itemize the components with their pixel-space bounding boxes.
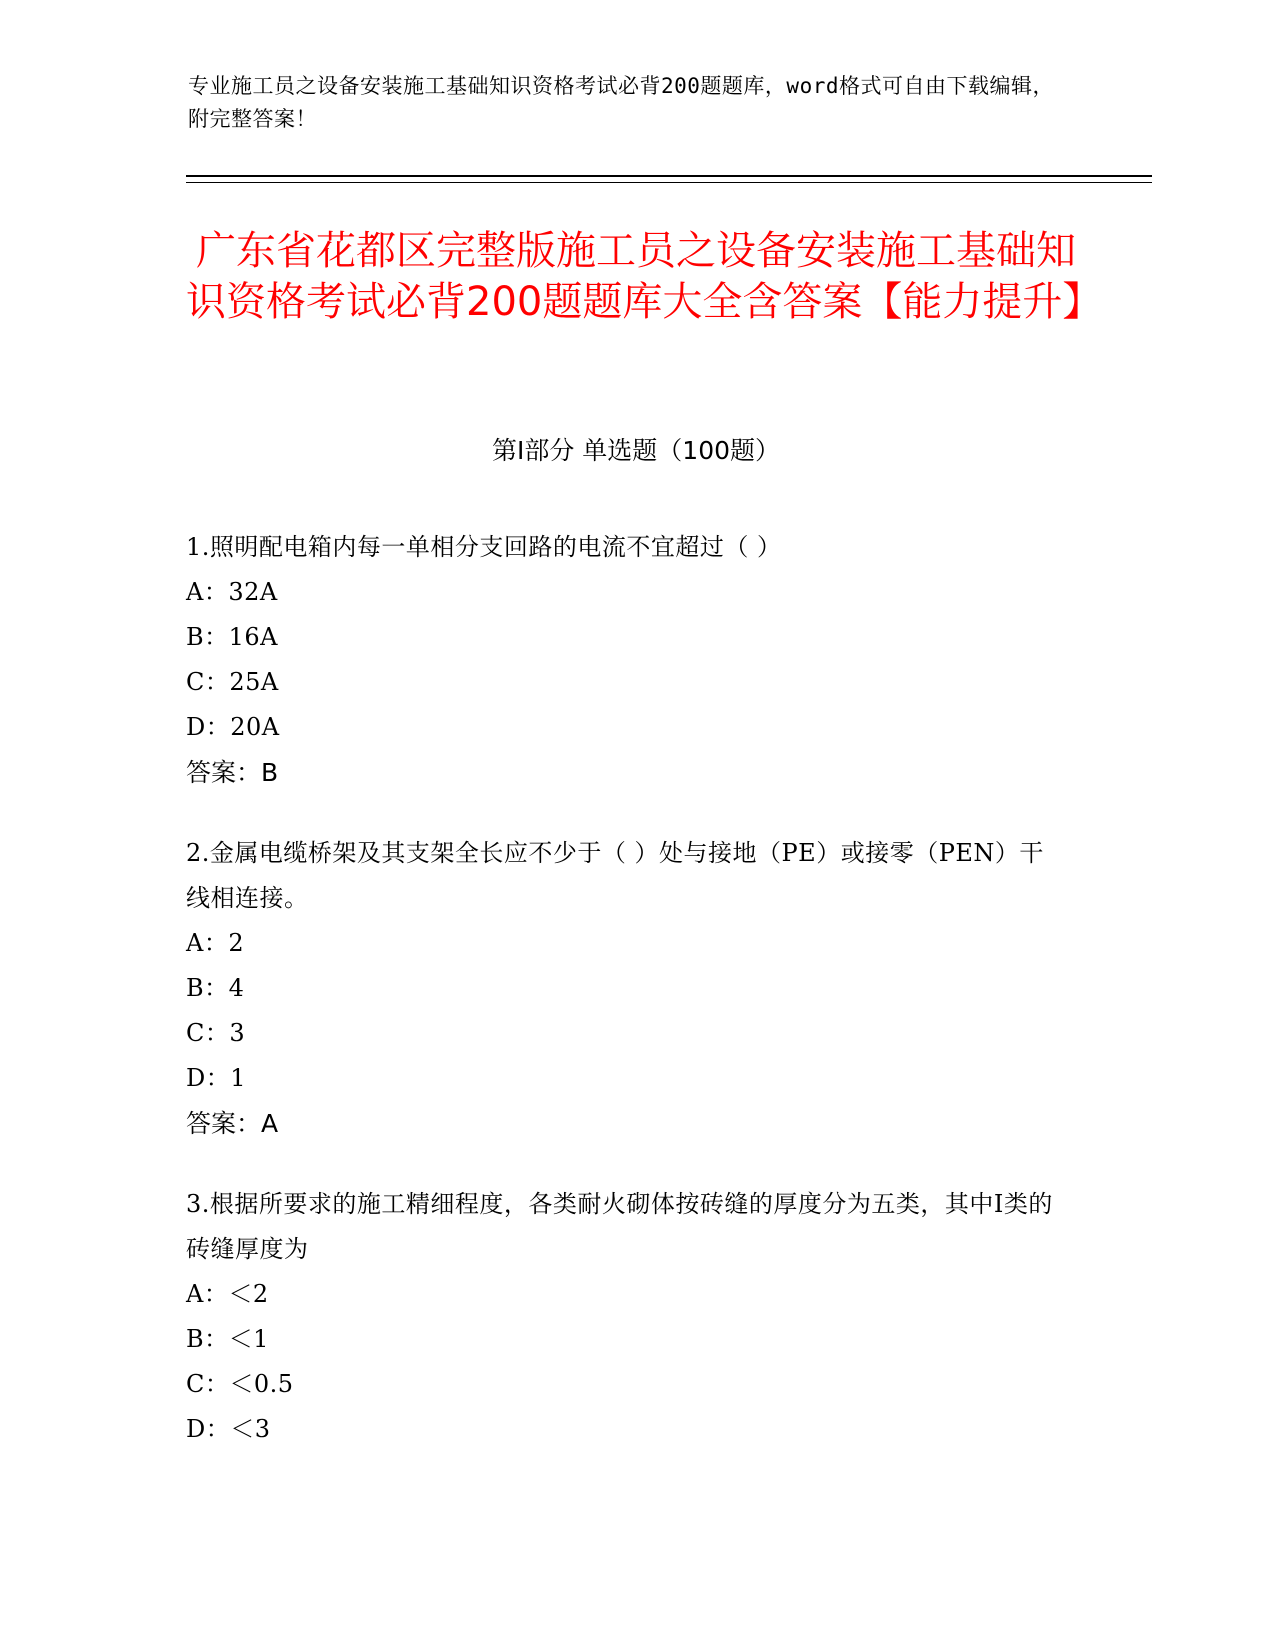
option-d: D：20A [186, 713, 280, 741]
option-a: A：2 [186, 929, 245, 957]
option-b: B：＜1 [186, 1325, 269, 1353]
question-stem: 2.金属电缆桥架及其支架全长应不少于（ ）处与接地（PE）或接零（PEN）干线相连接。 [186, 839, 1044, 912]
option-a: A：＜2 [186, 1280, 269, 1308]
header-note: 专业施工员之设备安装施工基础知识资格考试必背200题题库，word格式可自由下载编辑，附完整答案！ [188, 74, 1054, 131]
option-d: D：＜3 [186, 1415, 271, 1443]
option-c: C：3 [186, 1019, 246, 1047]
section-heading: 第Ⅰ部分 单选题（100题） [491, 436, 781, 465]
option-a: A：32A [186, 578, 278, 606]
question-1 [186, 525, 1066, 795]
header-divider-thick [186, 175, 1152, 177]
option-c: C：25A [186, 668, 279, 696]
option-d: D：1 [186, 1064, 247, 1092]
question-stem: 3.根据所要求的施工精细程度，各类耐火砌体按砖缝的厚度分为五类，其中Ⅰ类的砖缝厚度为 [186, 1190, 1053, 1263]
document-title: 广东省花都区完整版施工员之设备安装施工基础知识资格考试必背200题题库大全含答案【能力提升】 [186, 228, 1103, 325]
answer: 答案：A [186, 1109, 279, 1138]
option-b: B：4 [186, 974, 245, 1002]
answer: 答案：B [186, 758, 279, 787]
option-b: B：16A [186, 623, 279, 651]
header-divider-thin [186, 182, 1152, 183]
option-c: C：＜0.5 [186, 1370, 294, 1398]
question-3 [186, 1182, 1066, 1452]
question-2 [186, 831, 1066, 1146]
question-list [186, 525, 1066, 1488]
question-stem: 1.照明配电箱内每一单相分支回路的电流不宜超过（ ） [186, 533, 782, 561]
